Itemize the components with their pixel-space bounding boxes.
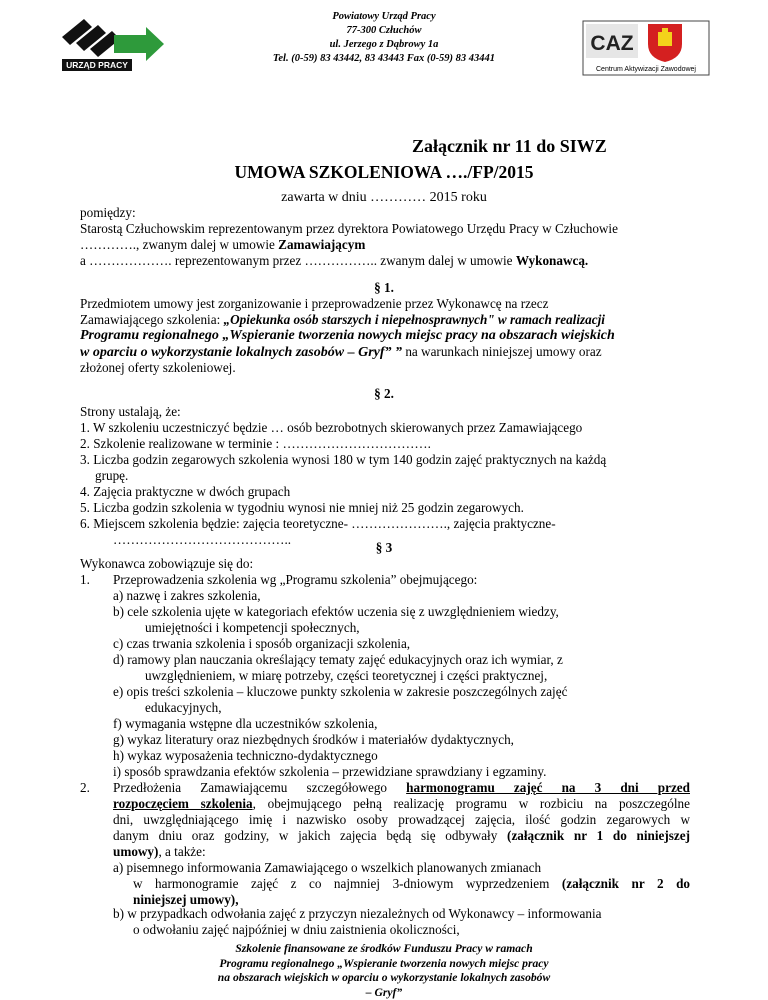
program-item-i: i) sposób sprawdzania efektów szkolenia – przewidziane sprawdziany i egzaminy.: [113, 764, 546, 780]
contract-title: UMOWA SZKOLENIOWA …./FP/2015: [0, 162, 768, 183]
program-item-c: c) czas trwania szkolenia i sposób organizacji szkolenia,: [113, 636, 410, 652]
program-item-d-cont: uwzględnieniem, w miarę potrzeby, części teoretycznej i części praktycznej,: [145, 668, 547, 684]
footer-text: [0, 942, 768, 1000]
footer-line-4: – Gryf”: [0, 986, 768, 1000]
section-3-point-2-line-1: Przedłożenia Zamawiającemu szczegółowego harmonogramu zajęć na 3 dni przed: [113, 780, 690, 796]
logo-right-caption: Centrum Aktywizacji Zawodowej: [596, 66, 696, 73]
program-item-d: d) ramowy plan nauczania określający tematy zajęć edukacyjnych oraz ich wymiar, z: [113, 652, 563, 668]
section-3-heading: § 3: [0, 540, 768, 556]
program-item-g: g) wykaz literatury oraz niezbędnych środków i materiałów dydaktycznych,: [113, 732, 514, 748]
footer-line-3: na obszarach wiejskich w oparciu o wykorzystanie lokalnych zasobów: [0, 971, 768, 986]
section-1-line-5: złożonej oferty szkoleniowej.: [80, 360, 236, 376]
point-2-item-b: b) w przypadkach odwołania zajęć z przyczyn niezależnych od Wykonawcy – informowania: [113, 906, 602, 922]
parties-intro: pomiędzy:: [80, 205, 136, 221]
section-3-point-1-number: 1.: [80, 572, 90, 588]
logo-right-text: CAZ: [590, 32, 633, 55]
section-2-item-1: 1. W szkoleniu uczestniczyć będzie … osób bezrobotnych skierowanych przez Zamawiającego: [80, 420, 582, 436]
section-3-point-2-line-4: danym dniu oraz godziny, w jakich zajęcia będą się odbywały (załącznik nr 1 do niniejszej: [113, 828, 690, 844]
urzad-pracy-logo: [58, 15, 178, 73]
parties-line-2: …………., zwanym dalej w umowie Zamawiającym: [80, 237, 365, 253]
section-2-item-6: 6. Miejscem szkolenia będzie: zajęcia teoretyczne- …………………., zajęcia praktyczne-: [80, 516, 556, 532]
section-2-item-4: 4. Zajęcia praktyczne w dwóch grupach: [80, 484, 290, 500]
section-1-line-1: Przedmiotem umowy jest zorganizowanie i przeprowadzenie przez Wykonawcę na rzecz: [80, 296, 549, 312]
point-2-item-a: a) pisemnego informowania Zamawiającego o wszelkich planowanych zmianach: [113, 860, 541, 876]
footer-line-1: Szkolenie finansowane ze środków Funduszu Pracy w ramach: [0, 942, 768, 957]
parties-line-3: a ………………. reprezentowanym przez …………….. zwanym dalej w umowie Wykonawcą.: [80, 253, 588, 269]
program-item-e: e) opis treści szkolenia – kluczowe punkty szkolenia w zakresie poszczególnych zajęć: [113, 684, 567, 700]
section-1-line-3: Programu regionalnego „Wspieranie tworzenia nowych miejsc pracy na obszarach wiejskich: [80, 328, 615, 344]
program-item-f: f) wymagania wstępne dla uczestników szkolenia,: [113, 716, 377, 732]
section-1-line-2: Zamawiającego szkolenia: „Opiekunka osób starszych i niepełnosprawnych" w ramach realizacji: [80, 312, 605, 328]
section-2-item-6-cont: …………………………………..: [113, 532, 291, 548]
caz-logo: [582, 20, 710, 76]
section-3-intro: Wykonawca zobowiązuje się do:: [80, 556, 253, 572]
program-item-h: h) wykaz wyposażenia techniczno-dydaktycznego: [113, 748, 378, 764]
section-3-point-2-number: 2.: [80, 780, 90, 796]
footer-line-2: Programu regionalnego „Wspieranie tworzenia nowych miejsc pracy: [0, 957, 768, 972]
section-1-line-4: w oparciu o wykorzystanie lokalnych zasobów – Gryf” ” na warunkach niniejszej umowy oraz: [80, 344, 602, 361]
office-name: Powiatowy Urząd Pracy: [200, 10, 568, 24]
section-2-item-3: 3. Liczba godzin zegarowych szkolenia wynosi 180 w tym 140 godzin zajęć praktycznych na każdą: [80, 452, 606, 468]
section-3-point-2-line-3: dni, uwzględniającego imię i nazwisko osoby prowadzącej zajęcia, ilość godzin zegarowych w: [113, 812, 690, 828]
program-item-b: b) cele szkolenia ujęte w kategoriach efektów uczenia się z uwzględnieniem wiedzy,: [113, 604, 559, 620]
section-3-point-2-line-5: umowy), a także:: [113, 844, 206, 860]
point-2-item-a-cont: w harmonogramie zajęć z co najmniej 3-dniowym wyprzedzeniem (załącznik nr 2 do: [133, 876, 690, 892]
logo-left-text: URZĄD PRACY: [66, 60, 128, 70]
office-phone: Tel. (0-59) 83 43442, 83 43443 Fax (0-59) 83 43441: [200, 52, 568, 66]
section-2-item-2: 2. Szkolenie realizowane w terminie : …………………………….: [80, 436, 431, 452]
office-postcode: 77-300 Człuchów: [200, 24, 568, 38]
contract-date: zawarta w dniu ………… 2015 roku: [0, 190, 768, 206]
point-2-item-a-cont-2: niniejszej umowy),: [133, 892, 239, 908]
section-2-intro: Strony ustalają, że:: [80, 404, 181, 420]
office-street: ul. Jerzego z Dąbrowy 1a: [200, 38, 568, 52]
annex-label: Załącznik nr 11 do SIWZ: [412, 136, 607, 157]
section-1-heading: § 1.: [0, 280, 768, 296]
program-item-e-cont: edukacyjnych,: [145, 700, 222, 716]
parties-line-1: Starostą Człuchowskim reprezentowanym przez dyrektora Powiatowego Urzędu Pracy w Człuchowie: [80, 221, 618, 237]
section-3-point-2-line-2: rozpoczęciem szkolenia, obejmującego pełną realizację programu w rozbiciu na poszczególne: [113, 796, 690, 812]
program-item-b-cont: umiejętności i kompetencji społecznych,: [145, 620, 360, 636]
section-3-point-1: Przeprowadzenia szkolenia wg „Programu szkolenia” obejmującego:: [113, 572, 477, 588]
section-2-item-5: 5. Liczba godzin szkolenia w tygodniu wynosi nie mniej niż 25 godzin zegarowych.: [80, 500, 524, 516]
section-2-item-3-cont: grupę.: [95, 468, 128, 484]
program-item-a: a) nazwę i zakres szkolenia,: [113, 588, 261, 604]
section-2-heading: § 2.: [0, 386, 768, 402]
office-header: [200, 10, 568, 66]
point-2-item-b-cont: o odwołaniu zajęć najpóźniej w dniu zaistnienia okoliczności,: [133, 922, 460, 938]
